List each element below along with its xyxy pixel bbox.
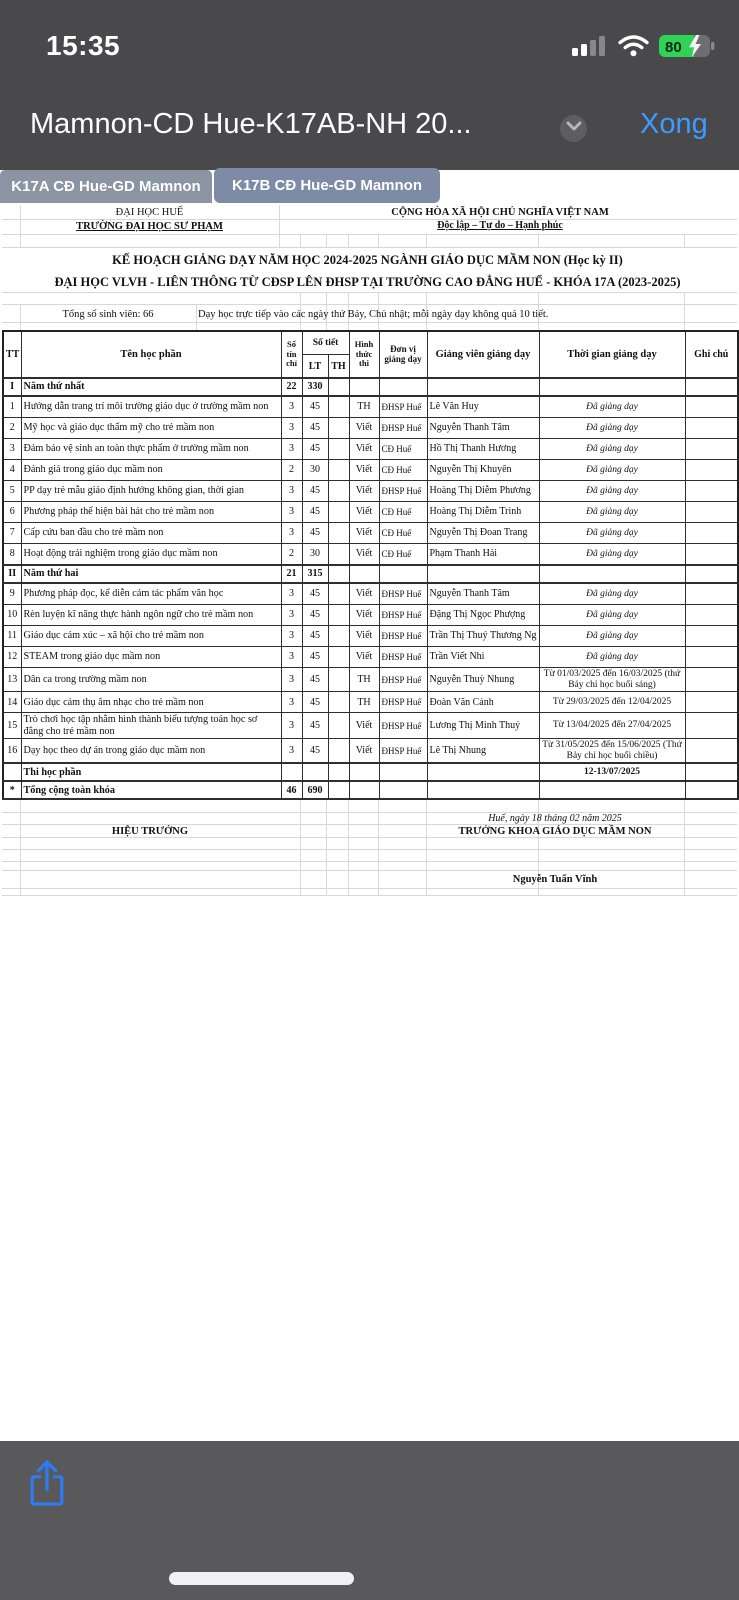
cell-note[interactable] — [685, 502, 738, 523]
cell-th[interactable] — [328, 605, 349, 626]
cell-note[interactable] — [685, 781, 738, 799]
signature-right-title: TRƯỞNG KHOA GIÁO DỤC MẦM NON — [458, 826, 652, 838]
cell-unit[interactable]: CĐ Huế — [379, 460, 427, 481]
cell-name[interactable]: Giáo dục cảm thụ âm nhạc cho trẻ mầm non — [21, 692, 281, 713]
gridline — [2, 849, 737, 850]
cell-tt[interactable]: * — [3, 781, 21, 799]
cell-unit[interactable]: ĐHSP Huế — [379, 396, 427, 418]
cell-lt[interactable]: 45 — [302, 418, 328, 439]
schedule-note: Dạy học trực tiếp vào các ngày thứ Bảy, Chủ nhật; mỗi ngày dạy không quá 10 tiết. — [198, 309, 549, 320]
cell-tt[interactable]: II — [3, 565, 21, 583]
cell-credits[interactable]: 22 — [281, 378, 302, 396]
cell-lt[interactable]: 45 — [302, 692, 328, 713]
cell-teacher[interactable]: Lê Văn Huy — [427, 396, 539, 418]
cell-tt[interactable]: 8 — [3, 544, 21, 566]
course-row — [3, 460, 738, 481]
course-row — [3, 544, 738, 566]
cell-tt[interactable]: 6 — [3, 502, 21, 523]
cell-note[interactable] — [685, 739, 738, 764]
cell-credits[interactable]: 2 — [281, 460, 302, 481]
signature-block — [2, 800, 737, 900]
cell-name[interactable]: Đánh giá trong giáo dục mầm non — [21, 460, 281, 481]
status-time: 15:35 — [46, 30, 121, 61]
cell-lt[interactable]: 30 — [302, 460, 328, 481]
cell-unit[interactable]: ĐHSP Huế — [379, 647, 427, 668]
gridline — [2, 304, 737, 305]
cell-credits[interactable]: 3 — [281, 439, 302, 460]
cell-exam[interactable]: Viết — [349, 713, 379, 739]
cell-time[interactable]: Đã giảng dạy — [539, 460, 685, 481]
cell-exam[interactable]: Viết — [349, 460, 379, 481]
cell-teacher[interactable] — [427, 378, 539, 396]
course-row — [3, 647, 738, 668]
cell-time[interactable] — [539, 378, 685, 396]
share-button[interactable] — [24, 1457, 70, 1509]
sheet-tab-k17a[interactable]: K17A CĐ Hue-GD Mamnon — [0, 170, 212, 203]
cell-exam[interactable]: Viết — [349, 583, 379, 605]
cell-credits[interactable]: 3 — [281, 713, 302, 739]
cell-th[interactable] — [328, 713, 349, 739]
gridline — [684, 800, 685, 895]
cell-note[interactable] — [685, 481, 738, 502]
cell-name[interactable]: Năm thứ hai — [21, 565, 281, 583]
header-note[interactable]: Ghi chú — [685, 331, 738, 378]
cell-tt[interactable]: 13 — [3, 668, 21, 692]
org-name-line2: TRƯỜNG ĐẠI HỌC SƯ PHẠM — [76, 221, 223, 232]
cell-time[interactable]: 12-13/07/2025 — [539, 763, 685, 781]
course-table-wrap — [2, 330, 737, 900]
cell-exam[interactable] — [349, 763, 379, 781]
cell-exam[interactable]: Viết — [349, 626, 379, 647]
republic-motto-line2: Độc lập – Tự do – Hạnh phúc — [437, 220, 563, 231]
cell-tt[interactable]: 16 — [3, 739, 21, 764]
section-row — [3, 763, 738, 781]
cell-lt[interactable]: 45 — [302, 739, 328, 764]
cell-credits[interactable]: 46 — [281, 781, 302, 799]
cell-unit[interactable]: CĐ Huế — [379, 544, 427, 566]
section-row — [3, 378, 738, 396]
cell-teacher[interactable]: Nguyễn Thị Khuyên — [427, 460, 539, 481]
signature-left-title: HIỆU TRƯỞNG — [111, 826, 189, 838]
cell-teacher[interactable] — [427, 781, 539, 799]
cell-name[interactable]: Hướng dẫn trang trí môi trường giáo dục ở trường mầm non — [21, 396, 281, 418]
cell-unit[interactable]: ĐHSP Huế — [379, 583, 427, 605]
gridline — [2, 234, 737, 235]
gridline — [326, 234, 327, 247]
signature-date-line: Huế, ngày 18 tháng 02 năm 2025 — [488, 813, 622, 825]
cell-note[interactable] — [685, 647, 738, 668]
cell-exam[interactable]: Viết — [349, 523, 379, 544]
cell-exam[interactable]: TH — [349, 396, 379, 418]
cell-tt[interactable]: 10 — [3, 605, 21, 626]
cell-credits[interactable]: 3 — [281, 418, 302, 439]
cell-time[interactable]: Đã giảng dạy — [539, 418, 685, 439]
gridline — [378, 234, 379, 247]
cell-credits[interactable]: 3 — [281, 668, 302, 692]
cell-teacher[interactable]: Lương Thị Minh Thuỷ — [427, 713, 539, 739]
cell-teacher[interactable]: Đoàn Văn Cảnh — [427, 692, 539, 713]
students-total: Tổng số sinh viên: 66 — [62, 309, 154, 320]
cell-name[interactable]: Hoạt động trải nghiệm trong giáo dục mầm non — [21, 544, 281, 566]
cell-tt[interactable]: 15 — [3, 713, 21, 739]
cell-name[interactable]: Giáo dục cảm xúc – xã hội cho trẻ mầm non — [21, 626, 281, 647]
header-periods[interactable]: Số tiết — [302, 331, 349, 355]
cell-teacher[interactable]: Đặng Thị Ngọc Phượng — [427, 605, 539, 626]
course-row — [3, 583, 738, 605]
cell-note[interactable] — [685, 544, 738, 566]
cell-note[interactable] — [685, 523, 738, 544]
cell-unit[interactable]: ĐHSP Huế — [379, 481, 427, 502]
cell-teacher[interactable]: Nguyễn Thanh Tâm — [427, 583, 539, 605]
cell-credits[interactable]: 3 — [281, 605, 302, 626]
cell-teacher[interactable]: Trần Viết Nhi — [427, 647, 539, 668]
cell-exam[interactable]: Viết — [349, 647, 379, 668]
cell-lt[interactable]: 30 — [302, 544, 328, 566]
cell-teacher[interactable]: Nguyễn Thuỳ Nhung — [427, 668, 539, 692]
header-credits[interactable]: Số tín chỉ — [281, 331, 302, 378]
cell-th[interactable] — [328, 418, 349, 439]
cell-name[interactable]: STEAM trong giáo dục mầm non — [21, 647, 281, 668]
gridline — [378, 800, 379, 895]
cell-lt[interactable]: 45 — [302, 523, 328, 544]
battery-percent-text: 80 — [665, 39, 682, 56]
cell-unit[interactable]: ĐHSP Huế — [379, 713, 427, 739]
cell-exam[interactable]: Viết — [349, 418, 379, 439]
course-row — [3, 439, 738, 460]
cell-name[interactable]: Tổng cộng toàn khóa — [21, 781, 281, 799]
cell-exam[interactable]: Viết — [349, 544, 379, 566]
course-row — [3, 668, 738, 692]
cell-tt[interactable]: 4 — [3, 460, 21, 481]
course-row — [3, 713, 738, 739]
cell-unit[interactable]: ĐHSP Huế — [379, 626, 427, 647]
cell-tt[interactable]: I — [3, 378, 21, 396]
cell-time[interactable]: Đã giảng dạy — [539, 481, 685, 502]
cell-unit[interactable]: ĐHSP Huế — [379, 418, 427, 439]
cell-time[interactable]: Đã giảng dạy — [539, 605, 685, 626]
header-teaching-unit[interactable]: Đơn vị giảng dạy — [379, 331, 427, 378]
cell-exam[interactable]: Viết — [349, 502, 379, 523]
course-row — [3, 605, 738, 626]
cell-lt[interactable]: 45 — [302, 583, 328, 605]
cell-unit[interactable]: CĐ Huế — [379, 523, 427, 544]
cell-exam[interactable] — [349, 378, 379, 396]
gridline — [2, 322, 737, 323]
gridline — [2, 247, 737, 248]
cell-time[interactable]: Từ 29/03/2025 đến 12/04/2025 — [539, 692, 685, 713]
course-row — [3, 481, 738, 502]
cell-exam[interactable]: Viết — [349, 605, 379, 626]
done-button[interactable]: Xong — [640, 108, 708, 140]
cell-teacher[interactable]: Hoàng Thị Diễm Phương — [427, 481, 539, 502]
cell-unit[interactable]: ĐHSP Huế — [379, 668, 427, 692]
cell-note[interactable] — [685, 418, 738, 439]
cell-lt[interactable]: 45 — [302, 396, 328, 418]
signature-signer-name: Nguyễn Tuấn Vĩnh — [512, 874, 598, 886]
gridline — [2, 870, 737, 871]
plan-title-line1: KẾ HOẠCH GIẢNG DẠY NĂM HỌC 2024-2025 NGÀNH GIÁO DỤC MẦM NON (Học kỳ II) — [112, 253, 623, 267]
cell-time[interactable]: Đã giảng dạy — [539, 544, 685, 566]
cell-time[interactable]: Đã giảng dạy — [539, 523, 685, 544]
home-indicator[interactable] — [169, 1572, 354, 1585]
cell-lt[interactable]: 45 — [302, 713, 328, 739]
cell-tt[interactable]: 2 — [3, 418, 21, 439]
gridline — [326, 800, 327, 895]
cell-note[interactable] — [685, 565, 738, 583]
cell-tt[interactable]: 11 — [3, 626, 21, 647]
cell-lt[interactable]: 45 — [302, 481, 328, 502]
cell-exam[interactable]: Viết — [349, 439, 379, 460]
cell-note[interactable] — [685, 605, 738, 626]
cell-lt[interactable]: 45 — [302, 668, 328, 692]
cell-time[interactable]: Đã giảng dạy — [539, 583, 685, 605]
course-row — [3, 418, 738, 439]
cell-note[interactable] — [685, 668, 738, 692]
cell-th[interactable] — [328, 626, 349, 647]
cell-th[interactable] — [328, 544, 349, 566]
app-header — [0, 0, 739, 170]
cell-exam[interactable] — [349, 781, 379, 799]
cell-tt[interactable]: 12 — [3, 647, 21, 668]
cell-tt[interactable]: 1 — [3, 396, 21, 418]
cell-time[interactable]: Đã giảng dạy — [539, 396, 685, 418]
header-tt[interactable]: TT — [3, 331, 21, 378]
cell-unit[interactable]: CĐ Huế — [379, 502, 427, 523]
cell-credits[interactable]: 3 — [281, 692, 302, 713]
cell-name[interactable]: PP dạy trẻ mẫu giáo định hướng không gian, thời gian — [21, 481, 281, 502]
cell-th[interactable] — [328, 647, 349, 668]
cell-th[interactable] — [328, 781, 349, 799]
cell-unit[interactable] — [379, 565, 427, 583]
cell-th[interactable] — [328, 523, 349, 544]
cell-exam[interactable] — [349, 565, 379, 583]
cell-teacher[interactable]: Nguyễn Thị Đoan Trang — [427, 523, 539, 544]
gridline — [2, 292, 737, 293]
gridline — [300, 800, 301, 895]
cell-name[interactable]: Rèn luyện kĩ năng thực hành ngôn ngữ cho trẻ mầm non — [21, 605, 281, 626]
cell-credits[interactable]: 3 — [281, 583, 302, 605]
cell-note[interactable] — [685, 583, 738, 605]
cell-credits[interactable] — [281, 763, 302, 781]
gridline — [2, 888, 737, 889]
cell-time[interactable]: Đã giảng dạy — [539, 439, 685, 460]
cell-th[interactable] — [328, 439, 349, 460]
title-chevron-button[interactable] — [560, 115, 587, 142]
cell-name[interactable]: Đảm bảo vệ sinh an toàn thực phẩm ở trường mầm non — [21, 439, 281, 460]
cell-th[interactable] — [328, 460, 349, 481]
cell-lt[interactable] — [302, 763, 328, 781]
share-icon — [24, 1497, 70, 1512]
wifi-icon — [618, 34, 649, 63]
gridline — [2, 895, 737, 896]
cell-lt[interactable]: 45 — [302, 647, 328, 668]
cell-unit[interactable]: ĐHSP Huế — [379, 739, 427, 764]
gridline — [348, 234, 349, 247]
cell-unit[interactable] — [379, 378, 427, 396]
cell-exam[interactable]: TH — [349, 692, 379, 713]
course-table-body — [3, 378, 738, 799]
gridline — [196, 304, 197, 330]
cell-th[interactable] — [328, 565, 349, 583]
gridline — [348, 800, 349, 895]
cell-th[interactable] — [328, 692, 349, 713]
cell-teacher[interactable]: Lê Thị Nhung — [427, 739, 539, 764]
cell-unit[interactable] — [379, 781, 427, 799]
sheet-tab-bar — [0, 170, 739, 203]
cell-note[interactable] — [685, 439, 738, 460]
cell-credits[interactable]: 3 — [281, 739, 302, 764]
cell-time[interactable]: Từ 13/04/2025 đến 27/04/2025 — [539, 713, 685, 739]
cell-teacher[interactable] — [427, 763, 539, 781]
republic-motto-line1: CỘNG HÒA XÃ HỘI CHỦ NGHĨA VIỆT NAM — [391, 207, 609, 218]
cell-lt[interactable]: 330 — [302, 378, 328, 396]
cell-teacher[interactable]: Hoàng Thị Diễm Trinh — [427, 502, 539, 523]
cell-th[interactable] — [328, 396, 349, 418]
cell-unit[interactable] — [379, 763, 427, 781]
plan-title-line2: ĐẠI HỌC VLVH - LIÊN THÔNG TỪ CĐSP LÊN ĐHSP TẠI TRƯỜNG CAO ĐẲNG HUẾ - KHÓA 17A (2023-2025) — [54, 275, 681, 289]
cell-th[interactable] — [328, 378, 349, 396]
cell-teacher[interactable]: Nguyễn Thanh Tâm — [427, 418, 539, 439]
cell-th[interactable] — [328, 583, 349, 605]
cell-tt[interactable]: 7 — [3, 523, 21, 544]
cell-name[interactable]: Năm thứ nhất — [21, 378, 281, 396]
cell-teacher[interactable]: Phạm Thanh Hải — [427, 544, 539, 566]
cell-th[interactable] — [328, 763, 349, 781]
cell-tt[interactable]: 5 — [3, 481, 21, 502]
cell-name[interactable]: Trò chơi học tập nhằm hình thành biểu tượng toán học sơ đẳng cho trẻ mầm non — [21, 713, 281, 739]
cell-exam[interactable]: TH — [349, 668, 379, 692]
cell-credits[interactable]: 2 — [281, 544, 302, 566]
course-row — [3, 692, 738, 713]
cell-name[interactable]: Thi học phần — [21, 763, 281, 781]
header-teaching-time[interactable]: Thời gian giảng dạy — [539, 331, 685, 378]
cell-time[interactable]: Từ 01/03/2025 đến 16/03/2025 (thứ Bảy chỉ học buổi sáng) — [539, 668, 685, 692]
header-course-name[interactable]: Tên học phần — [21, 331, 281, 378]
org-name-line1: ĐẠI HỌC HUẾ — [115, 207, 184, 218]
spreadsheet-document[interactable] — [0, 203, 739, 1441]
cell-tt[interactable]: 3 — [3, 439, 21, 460]
header-th[interactable]: TH — [328, 355, 349, 379]
cell-credits[interactable]: 3 — [281, 396, 302, 418]
cell-teacher[interactable]: Hồ Thị Thanh Hương — [427, 439, 539, 460]
cell-note[interactable] — [685, 378, 738, 396]
header-lt[interactable]: LT — [302, 355, 328, 379]
cell-note[interactable] — [685, 692, 738, 713]
cell-note[interactable] — [685, 626, 738, 647]
cell-tt[interactable] — [3, 763, 21, 781]
cell-tt[interactable]: 9 — [3, 583, 21, 605]
cell-teacher[interactable]: Trần Thị Thuý Thương Ng — [427, 626, 539, 647]
cell-credits[interactable]: 21 — [281, 565, 302, 583]
cell-th[interactable] — [328, 668, 349, 692]
cell-name[interactable]: Mỹ học và giáo dục thẩm mỹ cho trẻ mầm non — [21, 418, 281, 439]
cell-time[interactable]: Đã giảng dạy — [539, 626, 685, 647]
cell-lt[interactable]: 45 — [302, 605, 328, 626]
cell-name[interactable]: Phương pháp thể hiện bài hát cho trẻ mầm non — [21, 502, 281, 523]
cell-note[interactable] — [685, 396, 738, 418]
gridline — [684, 234, 685, 247]
course-row — [3, 739, 738, 764]
cell-th[interactable] — [328, 739, 349, 764]
gridline — [20, 800, 21, 895]
cell-teacher[interactable] — [427, 565, 539, 583]
header-exam-format[interactable]: Hình thức thi — [349, 331, 379, 378]
status-icons — [571, 33, 715, 64]
gridline — [426, 234, 427, 247]
cell-credits[interactable]: 3 — [281, 626, 302, 647]
cell-time[interactable] — [539, 565, 685, 583]
section-row — [3, 781, 738, 799]
gridline — [300, 234, 301, 247]
cell-lt[interactable]: 690 — [302, 781, 328, 799]
cell-th[interactable] — [328, 502, 349, 523]
cell-unit[interactable]: ĐHSP Huế — [379, 605, 427, 626]
cell-lt[interactable]: 315 — [302, 565, 328, 583]
cell-credits[interactable]: 3 — [281, 523, 302, 544]
cell-time[interactable]: Đã giảng dạy — [539, 502, 685, 523]
cell-exam[interactable]: Viết — [349, 481, 379, 502]
document-title: Mamnon-CD Hue-K17AB-NH 20... — [30, 108, 472, 140]
cell-name[interactable]: Phương pháp đọc, kể diễn cảm tác phẩm văn học — [21, 583, 281, 605]
cell-note[interactable] — [685, 763, 738, 781]
course-row — [3, 626, 738, 647]
section-row — [3, 565, 738, 583]
chevron-down-icon — [564, 119, 584, 138]
cell-lt[interactable]: 45 — [302, 439, 328, 460]
course-row — [3, 502, 738, 523]
cell-name[interactable]: Dạy học theo dự án trong giáo dục mầm non — [21, 739, 281, 764]
battery-icon — [658, 33, 715, 64]
cell-time[interactable]: Từ 31/05/2025 đến 15/06/2025 (Thứ Bảy chỉ học buổi chiều) — [539, 739, 685, 764]
cell-tt[interactable]: 14 — [3, 692, 21, 713]
cell-time[interactable] — [539, 781, 685, 799]
cell-time[interactable]: Đã giảng dạy — [539, 647, 685, 668]
cell-credits[interactable]: 3 — [281, 647, 302, 668]
cell-name[interactable]: Dân ca trong trường mầm non — [21, 668, 281, 692]
course-row — [3, 396, 738, 418]
cellular-signal-icon — [571, 34, 609, 63]
header-lecturer[interactable]: Giảng viên giảng dạy — [427, 331, 539, 378]
cell-unit[interactable]: CĐ Huế — [379, 439, 427, 460]
course-row — [3, 523, 738, 544]
cell-credits[interactable]: 3 — [281, 502, 302, 523]
gridline — [538, 234, 539, 247]
cell-note[interactable] — [685, 713, 738, 739]
cell-lt[interactable]: 45 — [302, 502, 328, 523]
cell-name[interactable]: Cấp cứu ban đầu cho trẻ mầm non — [21, 523, 281, 544]
cell-credits[interactable]: 3 — [281, 481, 302, 502]
cell-lt[interactable]: 45 — [302, 626, 328, 647]
cell-th[interactable] — [328, 481, 349, 502]
gridline — [2, 861, 737, 862]
cell-unit[interactable]: ĐHSP Huế — [379, 692, 427, 713]
cell-note[interactable] — [685, 460, 738, 481]
course-table — [2, 330, 739, 800]
sheet-tab-k17b[interactable]: K17B CĐ Hue-GD Mamnon — [214, 168, 440, 203]
cell-exam[interactable]: Viết — [349, 739, 379, 764]
bottom-toolbar — [0, 1441, 739, 1600]
